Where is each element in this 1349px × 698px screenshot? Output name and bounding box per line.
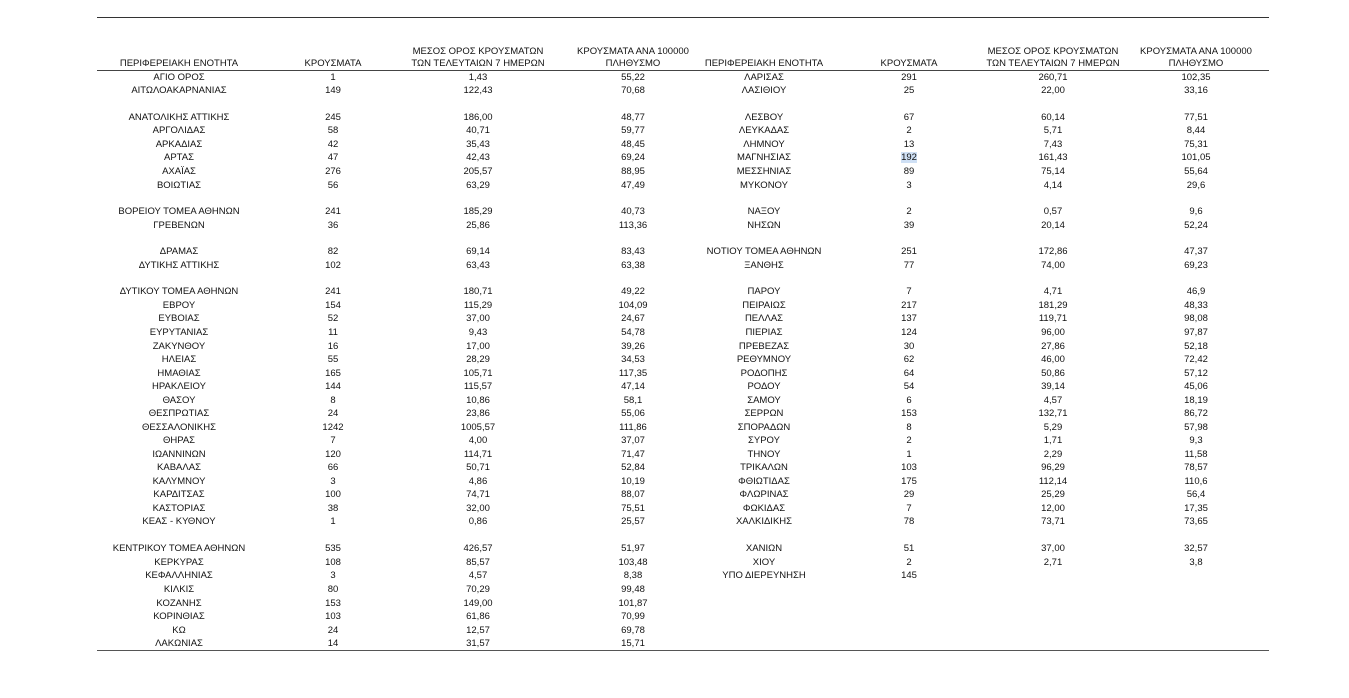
cases-value: 1242: [322, 422, 344, 433]
avg-7day-value: 28,29: [466, 354, 490, 365]
cases-value: 103: [325, 611, 341, 622]
cases-value: 52: [327, 313, 339, 324]
rate-per-100k-value: 17,35: [1184, 503, 1208, 514]
region-name: ΦΛΩΡΙΝΑΣ: [739, 489, 789, 500]
cases-value: 89: [903, 166, 915, 177]
avg-7day-value: 63,29: [466, 180, 490, 191]
avg-7day-value: 63,43: [466, 260, 490, 271]
cases-value: 39: [903, 220, 915, 231]
region-name: ΛΕΥΚΑΔΑΣ: [738, 125, 790, 136]
region-name: ΣΑΜΟΥ: [747, 395, 781, 406]
avg-7day-value: 115,57: [463, 381, 493, 392]
avg-7day-value: 2,71: [1043, 557, 1063, 568]
right-header-rate-line1: ΚΡΟΥΣΜΑΤΑ ΑΝΑ 100000: [1140, 46, 1252, 57]
cases-value: 8: [906, 422, 912, 433]
left-header-region: ΠΕΡΙΦΕΡΕΙΑΚΗ ΕΝΟΤΗΤΑ: [119, 58, 239, 69]
rate-per-100k-value: 63,38: [621, 260, 645, 271]
cases-value: 241: [325, 206, 341, 217]
rate-per-100k-value: 34,53: [621, 354, 645, 365]
avg-7day-value: 23,86: [466, 408, 490, 419]
cases-value: 153: [325, 598, 341, 609]
right-header-avg-line1: ΜΕΣΟΣ ΟΡΟΣ ΚΡΟΥΣΜΑΤΩΝ: [987, 46, 1119, 57]
rate-per-100k-value: 8,38: [623, 570, 643, 581]
rate-per-100k-value: 78,57: [1184, 462, 1208, 473]
right-header-cases: ΚΡΟΥΣΜΑΤΑ: [880, 58, 938, 69]
avg-7day-value: 161,43: [1038, 152, 1068, 163]
avg-7day-value: 96,00: [1041, 327, 1065, 338]
cases-value: 47: [327, 152, 339, 163]
region-name: ΞΑΝΘΗΣ: [744, 260, 784, 271]
bottom-rule: [97, 650, 1269, 651]
region-name: ΧΙΟΥ: [752, 557, 776, 568]
cases-value: 175: [901, 476, 917, 487]
region-name: ΝΟΤΙΟΥ ΤΟΜΕΑ ΑΘΗΝΩΝ: [706, 246, 822, 257]
avg-7day-value: 25,29: [1041, 489, 1065, 500]
top-rule: [97, 17, 1269, 18]
cases-value: 62: [903, 354, 915, 365]
rate-per-100k-value: 111,86: [619, 422, 647, 433]
rate-per-100k-value: 56,4: [1186, 489, 1206, 500]
cases-value: 276: [325, 166, 341, 177]
cases-value: 145: [901, 570, 917, 581]
rate-per-100k-value: 102,35: [1181, 72, 1211, 83]
avg-7day-value: 149,00: [463, 598, 493, 609]
rate-per-100k-value: 55,22: [621, 72, 645, 83]
region-name: ΕΥΡΥΤΑΝΙΑΣ: [149, 327, 209, 338]
avg-7day-value: 122,43: [463, 85, 493, 96]
rate-per-100k-value: 47,14: [621, 381, 645, 392]
region-name: ΑΙΤΩΛΟΑΚΑΡΝΑΝΙΑΣ: [131, 85, 227, 96]
rate-per-100k-value: 9,6: [1189, 206, 1203, 217]
avg-7day-value: 260,71: [1038, 72, 1068, 83]
cases-value: 120: [325, 449, 341, 460]
region-name: ΣΕΡΡΩΝ: [744, 408, 784, 419]
rate-per-100k-value: 55,06: [621, 408, 645, 419]
cases-value: 7: [906, 503, 912, 514]
cases-value: 100: [325, 489, 341, 500]
region-name: ΚΑΣΤΟΡΙΑΣ: [152, 503, 206, 514]
avg-7day-value: 172,86: [1038, 246, 1068, 257]
region-name: ΗΛΕΙΑΣ: [161, 354, 197, 365]
rate-per-100k-value: 57,98: [1184, 422, 1208, 433]
avg-7day-value: 181,29: [1038, 300, 1068, 311]
rate-per-100k-value: 70,99: [621, 611, 645, 622]
cases-value: 2: [906, 125, 912, 136]
rate-per-100k-value: 47,37: [1184, 246, 1208, 257]
region-name: ΚΕΦΑΛΛΗΝΙΑΣ: [145, 570, 213, 581]
selected-cases-value: 192: [901, 152, 917, 163]
cases-value: 25: [903, 85, 915, 96]
rate-per-100k-value: 103,48: [618, 557, 648, 568]
rate-per-100k-value: 58,1: [623, 395, 643, 406]
left-header-avg: [395, 47, 561, 69]
right-header-avg-line2: ΤΩΝ ΤΕΛΕΥΤΑΙΩΝ 7 ΗΜΕΡΩΝ: [986, 58, 1120, 69]
region-name: ΜΑΓΝΗΣΙΑΣ: [737, 152, 791, 163]
avg-7day-value: 50,86: [1041, 368, 1065, 379]
region-name: ΡΟΔΟΥ: [747, 381, 781, 392]
cases-value: 29: [903, 489, 915, 500]
region-name: ΑΧΑΪΑΣ: [162, 166, 196, 177]
cases-value: 24: [327, 625, 339, 636]
rate-per-100k-value: 45,06: [1184, 381, 1208, 392]
rate-per-100k-value: 8,44: [1186, 125, 1206, 136]
rate-per-100k-value: 110,6: [1184, 476, 1208, 487]
region-name: ΚΕΡΚΥΡΑΣ: [154, 557, 204, 568]
avg-7day-value: 5,29: [1043, 422, 1063, 433]
region-name: ΡΟΔΟΠΗΣ: [740, 368, 788, 379]
region-name: ΗΜΑΘΙΑΣ: [157, 368, 201, 379]
avg-7day-value: 50,71: [466, 462, 490, 473]
rate-per-100k-value: 3,8: [1189, 557, 1203, 568]
rate-per-100k-value: 33,16: [1184, 85, 1208, 96]
avg-7day-value: 74,00: [1041, 260, 1065, 271]
rate-per-100k-value: 15,71: [621, 638, 645, 649]
avg-7day-value: 75,14: [1041, 166, 1065, 177]
avg-7day-value: 10,86: [466, 395, 490, 406]
rate-per-100k-value: 59,77: [621, 125, 645, 136]
region-name: ΘΑΣΟΥ: [162, 395, 196, 406]
avg-7day-value: 60,14: [1041, 112, 1065, 123]
rate-per-100k-value: 10,19: [621, 476, 645, 487]
avg-7day-value: 25,86: [466, 220, 490, 231]
rate-per-100k-value: 37,07: [621, 435, 645, 446]
rate-per-100k-value: 117,35: [618, 368, 648, 379]
region-name: ΦΩΚΙΔΑΣ: [742, 503, 786, 514]
region-name: ΘΕΣΣΑΛΟΝΙΚΗΣ: [142, 422, 216, 433]
cases-value: 2: [906, 557, 912, 568]
cases-value: 165: [325, 368, 341, 379]
cases-value: 1: [330, 72, 336, 83]
cases-value: 64: [903, 368, 915, 379]
region-name: ΠΑΡΟΥ: [747, 286, 781, 297]
rate-per-100k-value: 99,48: [621, 584, 645, 595]
rate-per-100k-value: 51,97: [621, 543, 645, 554]
region-name: ΧΑΛΚΙΔΙΚΗΣ: [735, 516, 793, 527]
avg-7day-value: 114,71: [463, 449, 493, 460]
left-header-rate-line2: ΠΛΗΘΥΣΜΟ: [605, 58, 661, 69]
avg-7day-value: 35,43: [466, 139, 490, 150]
rate-per-100k-value: 71,47: [621, 449, 645, 460]
region-name: ΚΑΛΥΜΝΟΥ: [152, 476, 206, 487]
avg-7day-value: 180,71: [463, 286, 493, 297]
right-header-rate-line2: ΠΛΗΘΥΣΜΟ: [1168, 58, 1224, 69]
avg-7day-value: 46,00: [1041, 354, 1065, 365]
rate-per-100k-value: 9,3: [1189, 435, 1203, 446]
avg-7day-value: 9,43: [468, 327, 488, 338]
cases-value: 67: [903, 112, 915, 123]
rate-per-100k-value: 55,64: [1184, 166, 1208, 177]
cases-value: 1: [906, 449, 912, 460]
cases-value: 78: [903, 516, 915, 527]
avg-7day-value: 185,29: [463, 206, 493, 217]
cases-value: 11: [328, 327, 338, 338]
avg-7day-value: 39,14: [1041, 381, 1065, 392]
avg-7day-value: 96,29: [1041, 462, 1065, 473]
region-name: ΝΑΞΟΥ: [747, 206, 781, 217]
avg-7day-value: 27,86: [1041, 341, 1065, 352]
avg-7day-value: 73,71: [1041, 516, 1065, 527]
region-name: ΝΗΣΩΝ: [747, 220, 781, 231]
rate-per-100k-value: 104,09: [618, 300, 648, 311]
region-name: ΣΥΡΟΥ: [748, 435, 780, 446]
cases-value: 82: [327, 246, 339, 257]
region-name: ΑΝΑΤΟΛΙΚΗΣ ΑΤΤΙΚΗΣ: [128, 112, 230, 123]
left-header-cases: ΚΡΟΥΣΜΑΤΑ: [304, 58, 362, 69]
region-name: ΠΙΕΡΙΑΣ: [745, 327, 783, 338]
rate-per-100k-value: 83,43: [621, 246, 645, 257]
region-name: ΡΕΘΥΜΝΟΥ: [736, 354, 792, 365]
cases-value: 36: [327, 220, 339, 231]
rate-per-100k-value: 69,23: [1184, 260, 1208, 271]
rate-per-100k-value: 70,68: [621, 85, 645, 96]
cases-value: 55: [327, 354, 339, 365]
cases-value: 153: [901, 408, 917, 419]
cases-value: 535: [325, 543, 341, 554]
avg-7day-value: 4,00: [468, 435, 488, 446]
avg-7day-value: 12,00: [1041, 503, 1065, 514]
region-name: ΚΕΝΤΡΙΚΟΥ ΤΟΜΕΑ ΑΘΗΝΩΝ: [112, 543, 246, 554]
rate-per-100k-value: 101,87: [618, 598, 648, 609]
avg-7day-value: 69,14: [466, 246, 490, 257]
cases-value: 291: [901, 72, 917, 83]
avg-7day-value: 115,29: [463, 300, 493, 311]
cases-value: [869, 151, 949, 164]
cases-value: 1: [330, 516, 336, 527]
region-name: ΒΟΡΕΙΟΥ ΤΟΜΕΑ ΑΘΗΝΩΝ: [118, 206, 240, 217]
region-name: ΚΑΡΔΙΤΣΑΣ: [153, 489, 205, 500]
cases-value: 58: [327, 125, 339, 136]
region-name: ΚΕΑΣ - ΚΥΘΝΟΥ: [142, 516, 216, 527]
cases-value: 103: [901, 462, 917, 473]
region-name: ΠΕΛΛΑΣ: [744, 313, 784, 324]
region-name: ΚΟΖΑΝΗΣ: [156, 598, 202, 609]
rate-per-100k-value: 52,18: [1184, 341, 1208, 352]
cases-value: 66: [327, 462, 339, 473]
region-name: ΑΡΤΑΣ: [164, 152, 194, 163]
avg-7day-value: 12,57: [466, 625, 490, 636]
avg-7day-value: 1,43: [468, 72, 488, 83]
region-name: ΚΑΒΑΛΑΣ: [157, 462, 201, 473]
rate-per-100k-value: 25,57: [621, 516, 645, 527]
avg-7day-value: 4,86: [468, 476, 488, 487]
cases-value: 3: [906, 180, 912, 191]
avg-7day-value: 70,29: [466, 584, 490, 595]
avg-7day-value: 37,00: [1041, 543, 1065, 554]
region-name: ΗΡΑΚΛΕΙΟΥ: [152, 381, 206, 392]
rate-per-100k-value: 29,6: [1186, 180, 1206, 191]
rate-per-100k-value: 69,24: [621, 152, 645, 163]
rate-per-100k-value: 77,51: [1184, 112, 1208, 123]
avg-7day-value: 7,43: [1043, 139, 1063, 150]
region-name: ΥΠΟ ΔΙΕΡΕΥΝΗΣΗ: [722, 570, 806, 581]
rate-per-100k-value: 88,95: [621, 166, 645, 177]
avg-7day-value: 32,00: [466, 503, 490, 514]
region-name: ΛΑΚΩΝΙΑΣ: [155, 638, 203, 649]
cases-value: 124: [901, 327, 917, 338]
region-name: ΑΡΓΟΛΙΔΑΣ: [152, 125, 206, 136]
rate-per-100k-value: 47,49: [621, 180, 645, 191]
region-name: ΙΩΑΝΝΙΝΩΝ: [152, 449, 206, 460]
avg-7day-value: 0,57: [1043, 206, 1063, 217]
rate-per-100k-value: 98,08: [1184, 313, 1208, 324]
cases-value: 251: [901, 246, 917, 257]
region-name: ΛΑΣΙΘΙΟΥ: [741, 85, 787, 96]
right-header-rate: [1111, 47, 1281, 69]
avg-7day-value: 2,29: [1043, 449, 1063, 460]
region-name: ΑΓΙΟ ΟΡΟΣ: [153, 72, 205, 83]
region-name: ΓΡΕΒΕΝΩΝ: [153, 220, 205, 231]
avg-7day-value: 17,00: [466, 341, 490, 352]
cases-value: 102: [325, 260, 341, 271]
cases-value: 77: [903, 260, 915, 271]
cases-value: 30: [903, 341, 915, 352]
rate-per-100k-value: 69,78: [621, 625, 645, 636]
region-name: ΚΟΡΙΝΘΙΑΣ: [153, 611, 205, 622]
avg-7day-value: 132,71: [1038, 408, 1068, 419]
avg-7day-value: 205,57: [463, 166, 493, 177]
avg-7day-value: 74,71: [466, 489, 490, 500]
region-name: ΔΡΑΜΑΣ: [159, 246, 199, 257]
rate-per-100k-value: 75,31: [1184, 139, 1208, 150]
avg-7day-value: 22,00: [1041, 85, 1065, 96]
rate-per-100k-value: 75,51: [621, 503, 645, 514]
rate-per-100k-value: 48,77: [621, 112, 645, 123]
rate-per-100k-value: 48,33: [1184, 300, 1208, 311]
rate-per-100k-value: 57,12: [1184, 368, 1208, 379]
cases-value: 16: [327, 341, 339, 352]
avg-7day-value: 1,71: [1043, 435, 1063, 446]
rate-per-100k-value: 39,26: [621, 341, 645, 352]
region-name: ΒΟΙΩΤΙΑΣ: [156, 180, 202, 191]
region-name: ΕΥΒΟΙΑΣ: [158, 313, 200, 324]
cases-value: 7: [906, 286, 912, 297]
avg-7day-value: 119,71: [1038, 313, 1068, 324]
cases-value: 80: [327, 584, 339, 595]
avg-7day-value: 4,71: [1043, 286, 1063, 297]
avg-7day-value: 4,57: [468, 570, 488, 581]
cases-value: 149: [325, 85, 341, 96]
rate-per-100k-value: 46,9: [1186, 286, 1206, 297]
avg-7day-value: 37,00: [466, 313, 490, 324]
region-name: ΜΥΚΟΝΟΥ: [740, 180, 788, 191]
cases-value: 54: [903, 381, 915, 392]
region-name: ΛΗΜΝΟΥ: [743, 139, 785, 150]
region-name: ΘΕΣΠΡΩΤΙΑΣ: [148, 408, 210, 419]
cases-value: 2: [906, 206, 912, 217]
avg-7day-value: 186,00: [463, 112, 493, 123]
rate-per-100k-value: 72,42: [1184, 354, 1208, 365]
rate-per-100k-value: 101,05: [1181, 152, 1211, 163]
rate-per-100k-value: 52,84: [621, 462, 645, 473]
avg-7day-value: 40,71: [466, 125, 490, 136]
cases-value: 241: [325, 286, 341, 297]
region-name: ΚΩ: [172, 625, 186, 636]
region-name: ΠΡΕΒΕΖΑΣ: [738, 341, 790, 352]
region-name: ΚΙΛΚΙΣ: [163, 584, 195, 595]
avg-7day-value: 61,86: [466, 611, 490, 622]
cases-value: 14: [327, 638, 339, 649]
rate-per-100k-value: 24,67: [621, 313, 645, 324]
cases-value: 42: [327, 139, 339, 150]
rate-per-100k-value: 11,58: [1184, 449, 1208, 460]
cases-value: 154: [325, 300, 341, 311]
region-name: ΔΥΤΙΚΗΣ ΑΤΤΙΚΗΣ: [138, 260, 220, 271]
cases-value: 3: [330, 570, 336, 581]
cases-value: 217: [901, 300, 917, 311]
cases-value: 56: [327, 180, 339, 191]
avg-7day-value: 1005,57: [460, 422, 496, 433]
rate-per-100k-value: 52,24: [1184, 220, 1208, 231]
region-name: ΤΗΝΟΥ: [747, 449, 781, 460]
cases-value: 108: [325, 557, 341, 568]
rate-per-100k-value: 54,78: [621, 327, 645, 338]
region-name: ΘΗΡΑΣ: [162, 435, 196, 446]
region-name: ΑΡΚΑΔΙΑΣ: [155, 139, 203, 150]
cases-value: 3: [330, 476, 336, 487]
avg-7day-value: 20,14: [1041, 220, 1065, 231]
rate-per-100k-value: 49,22: [621, 286, 645, 297]
region-name: ΠΕΙΡΑΙΩΣ: [742, 300, 786, 311]
cases-value: 2: [906, 435, 912, 446]
rate-per-100k-value: 40,73: [621, 206, 645, 217]
left-header-avg-line2: ΤΩΝ ΤΕΛΕΥΤΑΙΩΝ 7 ΗΜΕΡΩΝ: [411, 58, 545, 69]
avg-7day-value: 4,57: [1043, 395, 1063, 406]
cases-value: 24: [327, 408, 339, 419]
cases-value: 6: [906, 395, 912, 406]
avg-7day-value: 42,43: [466, 152, 490, 163]
rate-per-100k-value: 113,36: [618, 220, 648, 231]
rate-per-100k-value: 18,19: [1184, 395, 1208, 406]
avg-7day-value: 112,14: [1038, 476, 1068, 487]
region-name: ΛΕΣΒΟΥ: [744, 112, 784, 123]
cases-value: 245: [325, 112, 341, 123]
avg-7day-value: 0,86: [468, 516, 488, 527]
region-name: ΦΘΙΩΤΙΔΑΣ: [738, 476, 790, 487]
region-name: ΖΑΚΥΝΘΟΥ: [152, 341, 206, 352]
avg-7day-value: 5,71: [1043, 125, 1063, 136]
cases-value: 8: [330, 395, 336, 406]
avg-7day-value: 4,14: [1043, 180, 1063, 191]
region-name: ΛΑΡΙΣΑΣ: [744, 72, 784, 83]
cases-value: 7: [330, 435, 336, 446]
cases-value: 13: [903, 139, 915, 150]
cases-value: 51: [903, 543, 915, 554]
region-name: ΕΒΡΟΥ: [162, 300, 196, 311]
region-name: ΣΠΟΡΑΔΩΝ: [737, 422, 791, 433]
avg-7day-value: 426,57: [463, 543, 493, 554]
rate-per-100k-value: 32,57: [1184, 543, 1208, 554]
avg-7day-value: 85,57: [466, 557, 490, 568]
cases-value: 144: [325, 381, 341, 392]
right-header-region: ΠΕΡΙΦΕΡΕΙΑΚΗ ΕΝΟΤΗΤΑ: [704, 58, 824, 69]
rate-per-100k-value: 88,07: [621, 489, 645, 500]
rate-per-100k-value: 86,72: [1184, 408, 1208, 419]
cases-value: 137: [901, 313, 917, 324]
region-name: ΤΡΙΚΑΛΩΝ: [740, 462, 788, 473]
left-header-rate-line1: ΚΡΟΥΣΜΑΤΑ ΑΝΑ 100000: [577, 46, 689, 57]
region-name: ΔΥΤΙΚΟΥ ΤΟΜΕΑ ΑΘΗΝΩΝ: [119, 286, 239, 297]
rate-per-100k-value: 73,65: [1184, 516, 1208, 527]
avg-7day-value: 31,57: [466, 638, 490, 649]
avg-7day-value: 105,71: [463, 368, 493, 379]
left-header-avg-line1: ΜΕΣΟΣ ΟΡΟΣ ΚΡΟΥΣΜΑΤΩΝ: [412, 46, 544, 57]
rate-per-100k-value: 48,45: [621, 139, 645, 150]
cases-value: 38: [327, 503, 339, 514]
region-name: ΜΕΣΣΗΝΙΑΣ: [736, 166, 792, 177]
rate-per-100k-value: 97,87: [1184, 327, 1208, 338]
region-name: ΧΑΝΙΩΝ: [745, 543, 783, 554]
